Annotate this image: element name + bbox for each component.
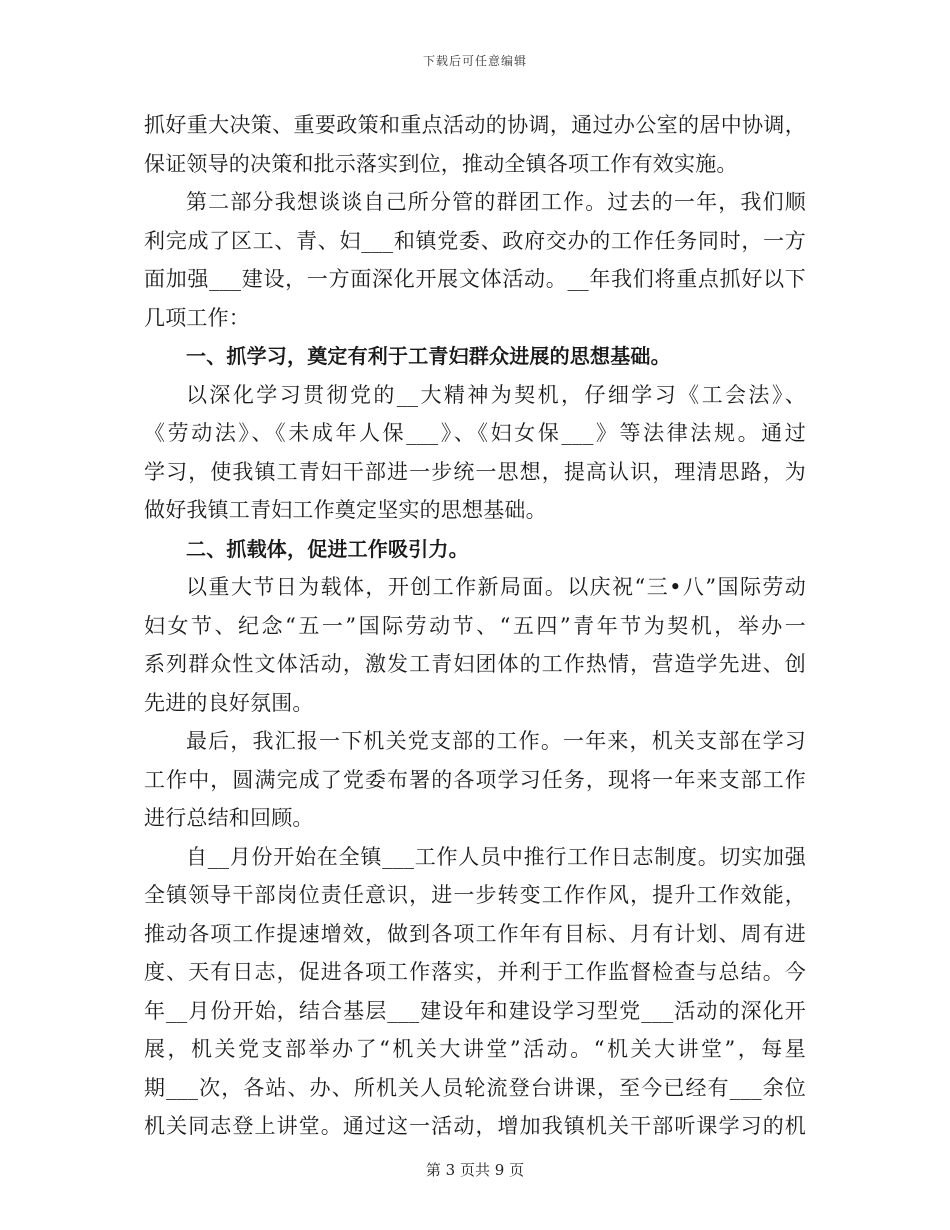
text-line: 利完成了区工、青、妇___和镇党委、政府交办的工作任务同时，一方 — [144, 228, 806, 253]
text-line: 年__月份开始，结合基层___建设年和建设学习型党___活动的深化开 — [144, 998, 806, 1023]
text-line: 第二部分我想谈谈自己所分管的群团工作。过去的一年，我们顺 — [186, 190, 806, 214]
text-line: 先进的良好氛围。 — [144, 690, 314, 715]
text-line: 最后，我汇报一下机关党支部的工作。一年来，机关支部在学习 — [186, 729, 806, 753]
text-line: 《劳动法》、《未成年人保___》、《妇女保___》等法律法规。通过 — [144, 421, 806, 445]
text-line: 系列群众性文体活动，激发工青妇团体的工作热情，营造学先进、创 — [144, 652, 806, 676]
text-line: 工作中，圆满完成了党委布署的各项学习任务，现将一年来支部工作 — [144, 767, 806, 792]
text-line: 以重大节日为载体，开创工作新局面。以庆祝“三•八”国际劳动 — [186, 575, 806, 599]
text-line: 以深化学习贯彻党的__大精神为契机，仔细学习《工会法》、 — [186, 382, 806, 407]
text-line: 抓好重大决策、重要政策和重点活动的协调，通过办公室的居中协调， — [144, 113, 806, 137]
text-line: 妇女节、纪念“五一”国际劳动节、“五四”青年节为契机，举办一 — [144, 613, 806, 638]
text-line: 几项工作： — [144, 305, 250, 330]
text-line: 机关同志登上讲堂。通过这一活动，增加我镇机关干部听课学习的机 — [144, 1114, 806, 1138]
page-header: 下载后可任意编辑 — [422, 54, 527, 68]
text-line: 进行总结和回顾。 — [144, 806, 314, 830]
text-line: 面加强___建设，一方面深化开展文体活动。__年我们将重点抓好以下 — [144, 267, 806, 291]
section-heading: 一、抓学习，奠定有利于工青妇群众进展的思想基础。 — [186, 344, 671, 368]
page-number: 第 3 页共 9 页 — [425, 1161, 525, 1179]
text-line: 保证领导的决策和批示落实到位，推动全镇各项工作有效实施。 — [144, 151, 738, 176]
text-line: 学习，使我镇工青妇干部进一步统一思想，提高认识，理清思路，为 — [144, 459, 806, 484]
document-body — [144, 106, 806, 1146]
text-line: 展，机关党支部举办了“机关大讲堂”活动。“机关大讲堂”，每星 — [144, 1037, 806, 1061]
text-line: 度、天有日志，促进各项工作落实，并利于工作监督检查与总结。今 — [144, 960, 806, 984]
text-line: 期___次，各站、办、所机关人员轮流登台讲课，至今已经有___余位 — [144, 1075, 806, 1100]
section-heading: 二、抓载体，促进工作吸引力。 — [186, 536, 469, 561]
text-line: 自__月份开始在全镇___工作人员中推行工作日志制度。切实加强 — [186, 844, 806, 869]
text-line: 推动各项工作提速增效，做到各项工作年有目标、月有计划、周有进 — [144, 921, 806, 946]
text-line: 全镇领导干部岗位责任意识，进一步转变工作作风，提升工作效能， — [144, 883, 806, 907]
text-line: 做好我镇工青妇工作奠定坚实的思想基础。 — [144, 498, 547, 522]
